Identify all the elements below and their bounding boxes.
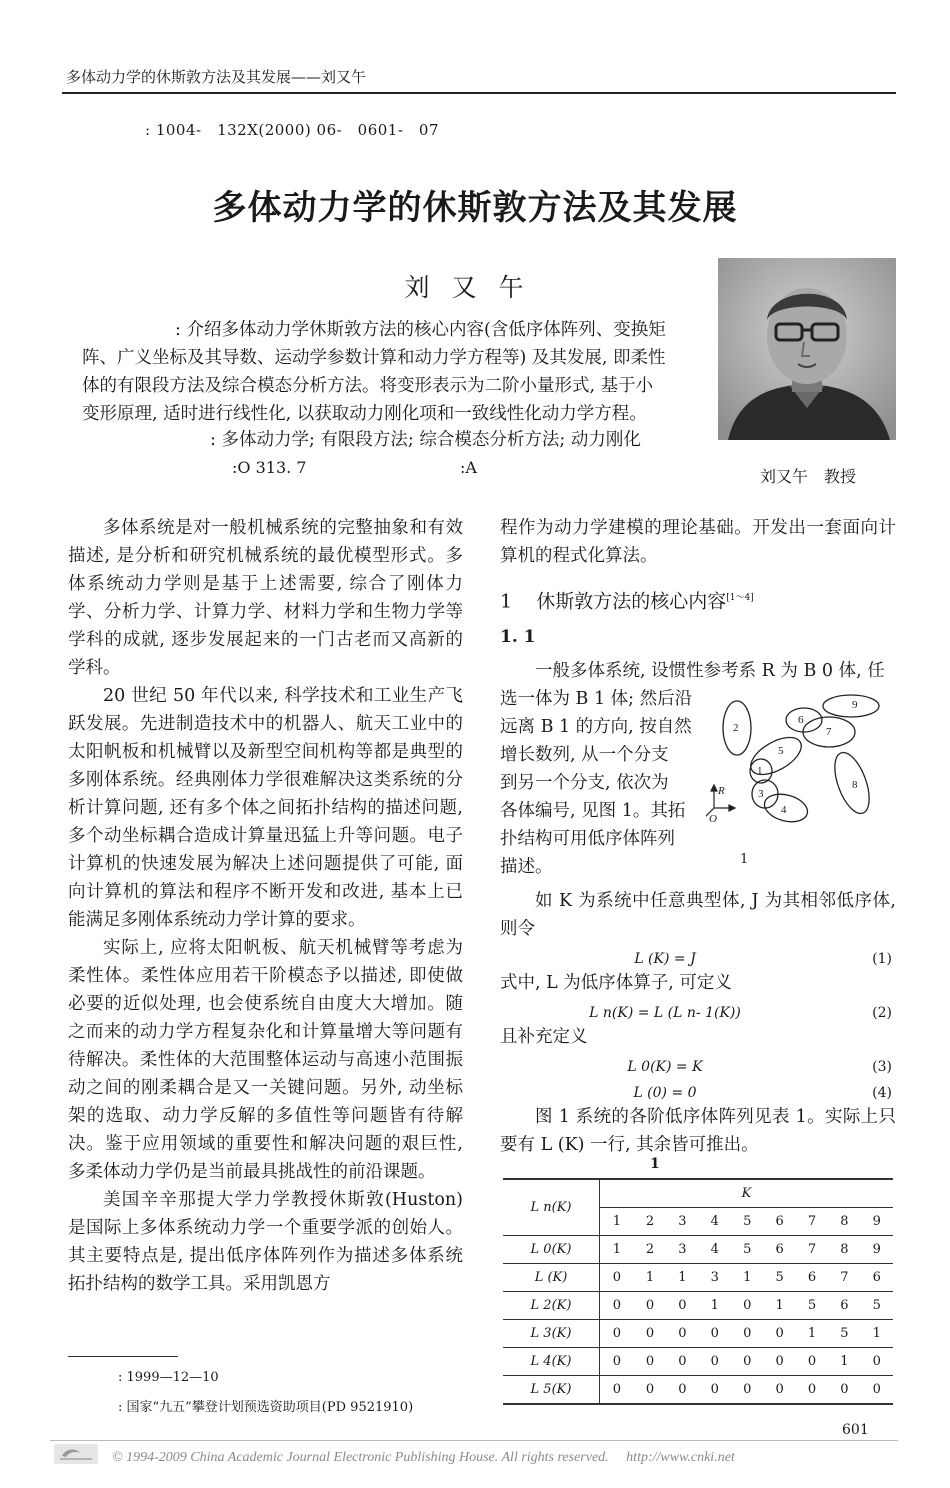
abstract-line: 变形原理, 适时进行线性化, 以获取动力刚化项和一致线性化动力学方程。 — [82, 404, 647, 424]
footer-rule — [50, 1440, 898, 1441]
table-cell: 0 — [699, 1320, 731, 1348]
table-cell: 0 — [666, 1348, 698, 1376]
figure-label: 1 — [740, 852, 749, 867]
table-row — [503, 1236, 893, 1264]
wrapped-line: 增长数列, 从一个分支 — [500, 745, 669, 766]
footnote-received-date: : 1999—12—10 — [118, 1370, 219, 1385]
equation-expression: L (K) = J — [634, 951, 696, 968]
table-cell: 6 — [796, 1264, 828, 1292]
wrapped-line: 选一体为 B 1 体; 然后沿 — [500, 689, 693, 710]
equation-expression: L 0(K) = K — [627, 1059, 703, 1076]
subsection-number: 1. 1 — [500, 627, 536, 648]
table-cell: 3 — [699, 1264, 731, 1292]
row-label: L 4(K) — [503, 1348, 600, 1376]
table-cell: 5 — [796, 1292, 828, 1320]
node-label: 1 — [757, 765, 763, 777]
table-row — [503, 1348, 893, 1376]
table-cell: 0 — [763, 1348, 795, 1376]
table-cell: 1 — [731, 1264, 763, 1292]
table-label: 1 — [650, 1156, 660, 1172]
node-label: 3 — [758, 788, 764, 800]
row-label: L 3(K) — [503, 1320, 600, 1348]
section-number: 1 — [500, 590, 513, 613]
table-cell: 9 — [861, 1236, 893, 1264]
wrapped-line: 远离 B 1 的方向, 按自然 — [500, 717, 692, 738]
cnki-logo-icon — [54, 1444, 98, 1464]
table-cell: 0 — [600, 1264, 634, 1292]
table-cell: 0 — [731, 1348, 763, 1376]
table-cell: 1 — [666, 1264, 698, 1292]
table-cell: 7 — [828, 1264, 860, 1292]
table-cell: 1 — [861, 1320, 893, 1348]
abstract-line: 阵、广义坐标及其导数、运动学参数计算和动力学方程等) 及其发展, 即柔性 — [82, 348, 666, 368]
table-col-header: 3 — [666, 1208, 698, 1236]
table-cell: 0 — [600, 1348, 634, 1376]
table-cell: 1 — [796, 1320, 828, 1348]
node-label: 9 — [852, 699, 858, 711]
table-cell: 0 — [861, 1376, 893, 1405]
paragraph: 图 1 系统的各阶低序体阵列见表 1。实际上只要有 L (K) 一行, 其余皆可推出。 — [500, 1107, 896, 1156]
paragraph: 多体系统是对一般机械系统的完整抽象和有效描述, 是分析和研究机械系统的最优模型形式。多体系统动力学则是基于上述需要, 综合了刚体力学、分析力学、计算力学、材料力学和生物力学等学科的成就, 逐步发展起来的一门古老而又高新的学科。 — [68, 518, 463, 678]
table-row — [503, 1292, 893, 1320]
equation-expression: L (0) = 0 — [633, 1085, 697, 1102]
table-row — [503, 1320, 893, 1348]
footnote-funding: : 国家“九五”攀登计划预选资助项目(PD 9521910) — [118, 1400, 414, 1415]
table-cell: 0 — [731, 1320, 763, 1348]
table-cell: 1 — [634, 1264, 666, 1292]
equation-number: (4) — [872, 1085, 892, 1102]
table-cell: 6 — [861, 1264, 893, 1292]
table-1 — [503, 1178, 893, 1405]
section-title: 休斯敦方法的核心内容 — [536, 590, 727, 613]
node-label: 7 — [826, 726, 832, 738]
equation-number: (2) — [872, 1005, 892, 1022]
table-cell: 0 — [634, 1320, 666, 1348]
table-cell: 1 — [699, 1292, 731, 1320]
node-label: 4 — [781, 804, 787, 816]
table-cell: 0 — [796, 1348, 828, 1376]
table-cell: 0 — [600, 1320, 634, 1348]
row-label: L 2(K) — [503, 1292, 600, 1320]
footnote-rule — [68, 1356, 178, 1357]
node-label: 8 — [852, 779, 858, 791]
node-label: 6 — [798, 714, 804, 726]
wrapped-line: 各体编号, 见图 1。其拓 — [500, 801, 686, 822]
table-corner-header: L n(K) — [503, 1179, 600, 1236]
table-row — [503, 1376, 893, 1405]
node-label: 2 — [733, 722, 739, 734]
paragraph: 20 世纪 50 年代以来, 科学技术和工业生产飞跃发展。先进制造技术中的机器人、航天工业中的太阳帆板和机械臂以及新型空间机构等都是典型的多刚体系统。经典刚体力学很难解决这类系统的分析计算问题, 还有多个体之间拓扑结构的描述问题, 多个动坐标耦合造成计算量迅猛上升等问题。电子计算机的快速发展为解决上述问题提供了可能, 面向计算机的算法和程序不断开发和改进, 基本上已能满足多刚体系统动力学计算的要求。 — [68, 686, 463, 930]
table-cell: 0 — [861, 1348, 893, 1376]
table-cell: 0 — [763, 1376, 795, 1405]
section-heading — [500, 584, 896, 615]
left-column — [68, 514, 463, 1298]
wrapped-line: 到另一个分支, 依次为 — [500, 773, 669, 794]
abstract — [82, 316, 752, 428]
abstract-line: : 介绍多体动力学休斯敦方法的核心内容(含低序体阵列、变换矩 — [175, 320, 666, 340]
table-cell: 0 — [731, 1376, 763, 1405]
equation-number: (3) — [872, 1059, 892, 1076]
table-col-header: 5 — [731, 1208, 763, 1236]
table-cell: 2 — [634, 1236, 666, 1264]
table-cell: 0 — [731, 1292, 763, 1320]
table-col-header: 7 — [796, 1208, 828, 1236]
table-col-header: 9 — [861, 1208, 893, 1236]
table-cell: 5 — [763, 1264, 795, 1292]
section-reference: [1～4] — [726, 593, 754, 603]
table-cell: 6 — [828, 1292, 860, 1320]
table-cell: 0 — [699, 1348, 731, 1376]
paper-title: 多体动力学的休斯敦方法及其发展 — [212, 188, 738, 228]
right-column — [500, 514, 896, 1159]
figure-wrapped-text — [500, 685, 700, 881]
classification-code: :O 313. 7 — [232, 458, 307, 477]
equation-4 — [500, 1077, 896, 1103]
table-cell: 0 — [634, 1292, 666, 1320]
table-cell: 0 — [600, 1376, 634, 1405]
body-5-ellipse — [745, 730, 807, 782]
table-col-header: 6 — [763, 1208, 795, 1236]
table-k-header: K — [600, 1179, 894, 1208]
figure-1-topology — [706, 688, 902, 826]
paragraph: 且补充定义 — [500, 1027, 588, 1048]
table-cell: 8 — [828, 1236, 860, 1264]
table-cell: 5 — [731, 1236, 763, 1264]
row-label: L 5(K) — [503, 1376, 600, 1405]
table-cell: 0 — [666, 1320, 698, 1348]
paragraph: 式中, L 为低序体算子, 可定义 — [500, 973, 732, 994]
issn-line: : 1004- 132Ⅹ(2000) 06- 0601- 07 — [145, 121, 440, 139]
equation-3 — [500, 1051, 896, 1077]
equation-1 — [500, 943, 896, 969]
page-number: 601 — [842, 1422, 869, 1438]
copyright-footer: © 1994-2009 China Academic Journal Electronic Publishing House. All rights reserved. http://www.cnki.net — [112, 1450, 735, 1465]
keywords: : 多体动力学; 有限段方法; 综合模态分析方法; 动力刚化 — [210, 430, 641, 450]
equation-number: (1) — [872, 951, 892, 968]
paragraph: 实际上, 应将太阳帆板、航天机械臂等考虑为柔性体。柔性体应用若干阶模态予以描述, 即使做必要的近似处理, 也会使系统自由度大大增加。随之而来的动力学方程复杂化和计算量增大等问题有待解决。柔性体的大范围整体运动与高速小范围振动之间的刚柔耦合是又一关键问题。另外, 动坐标架的选取、动力学反解的多值性等问题皆有待解决。鉴于应用领域的重要性和解决问题的艰巨性, 多柔体动力学仍是当前最具挑战性的前沿课题。 — [68, 938, 463, 1182]
wrapped-line: 描述。 — [500, 857, 553, 878]
paragraph: 美国辛辛那提大学力学教授休斯敦(Huston) 是国际上多体系统动力学一个重要学派的创始人。其主要特点是, 提出低序体阵列作为描述多体系统拓扑结构的数学工具。采用凯恩方 — [68, 1190, 463, 1294]
table-cell: 1 — [600, 1236, 634, 1264]
photo-caption: 刘又午 教授 — [760, 467, 857, 486]
table-col-header: 2 — [634, 1208, 666, 1236]
table-cell: 4 — [699, 1236, 731, 1264]
table-cell: 0 — [796, 1376, 828, 1405]
table-cell: 0 — [634, 1348, 666, 1376]
abstract-line: 体的有限段方法及综合模态分析方法。将变形表示为二阶小量形式, 基于小 — [82, 376, 654, 396]
axis-o-label: O — [709, 813, 717, 825]
header-rule — [62, 92, 896, 94]
table-cell: 0 — [634, 1376, 666, 1405]
table-cell: 0 — [666, 1292, 698, 1320]
table-cell: 1 — [763, 1292, 795, 1320]
paragraph: 如 K 为系统中任意典型体, J 为其相邻低序体, 则令 — [500, 891, 896, 940]
wrapped-line: 扑结构可用低序体阵列 — [500, 829, 675, 850]
row-label: L 0(K) — [503, 1236, 600, 1264]
table-cell: 0 — [763, 1320, 795, 1348]
equation-expression: L n(K) = L (L n- 1(K)) — [589, 1005, 741, 1022]
body-9-ellipse — [823, 695, 879, 717]
paragraph: 程作为动力学建模的理论基础。开发出一套面向计算机的程式化算法。 — [500, 518, 896, 566]
table-row — [503, 1264, 893, 1292]
table-cell: 0 — [666, 1376, 698, 1405]
node-label: 5 — [778, 745, 784, 757]
table-cell: 3 — [666, 1236, 698, 1264]
paragraph: 一般多体系统, 设惯性参考系 R 为 B 0 体, 任 — [535, 661, 885, 682]
table-col-header: 4 — [699, 1208, 731, 1236]
table-cell: 5 — [828, 1320, 860, 1348]
table-cell: 5 — [861, 1292, 893, 1320]
table-cell: 0 — [699, 1376, 731, 1405]
table-cell: 1 — [828, 1348, 860, 1376]
equation-2 — [500, 997, 896, 1023]
axis-r-label: R — [718, 785, 725, 797]
table-cell: 7 — [796, 1236, 828, 1264]
table-cell: 6 — [763, 1236, 795, 1264]
running-header: 多体动力学的休斯敦方法及其发展——刘又午 — [66, 68, 367, 86]
table-cell: 0 — [828, 1376, 860, 1405]
table-cell: 0 — [600, 1292, 634, 1320]
document-code: :A — [460, 458, 477, 477]
author-name: 刘又午 — [404, 273, 546, 302]
table-col-header: 8 — [828, 1208, 860, 1236]
row-label: L (K) — [503, 1264, 600, 1292]
table-col-header: 1 — [600, 1208, 634, 1236]
